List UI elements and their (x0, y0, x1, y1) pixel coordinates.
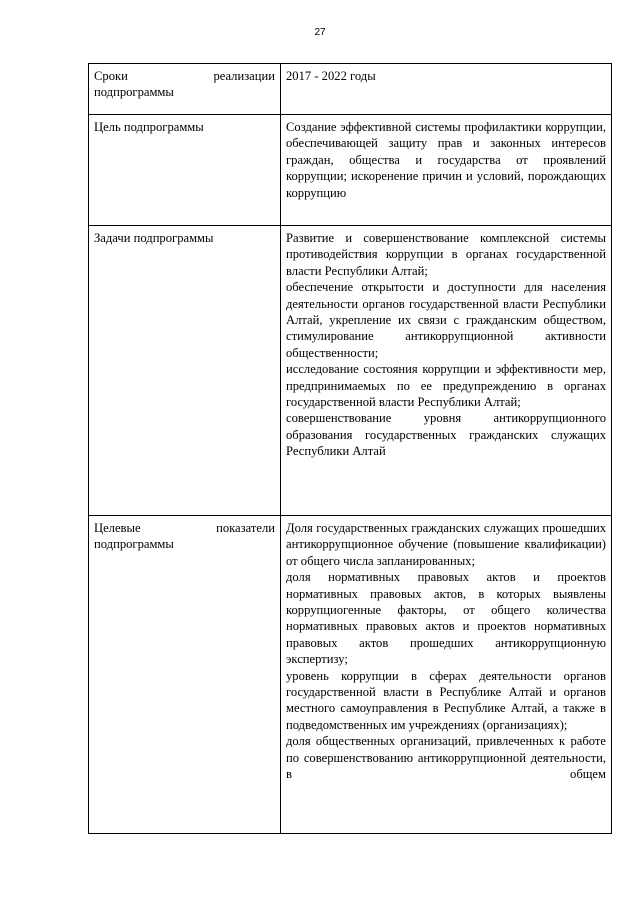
label-cell (89, 64, 281, 115)
list-item: доля нормативных правовых актов и проектов нормативных правовых актов, в которых выявлены коррупциогенные факторы, от общего количества нормативных правовых актов и проектов нормативных правовых актов прошедших антикоррупционную экспертизу; (286, 570, 606, 667)
page-number: 27 (314, 27, 326, 38)
row-label: Целевые показатели подпрограммы (94, 521, 275, 552)
row-label: Сроки реализации подпрограммы (94, 69, 275, 100)
list-item: доля общественных организаций, привлеченных к работе по совершенствованию антикоррупционной деятельности, в общем (286, 734, 606, 782)
label-cell (89, 115, 281, 226)
value-cell (281, 115, 612, 226)
row-label: Цель подпрограммы (94, 120, 204, 134)
row-value: 2017 - 2022 годы (286, 69, 376, 83)
table-row-deadline (89, 64, 612, 115)
row-value: Создание эффективной системы профилактики коррупции, обеспечивающей защиту прав и законных интересов граждан, общества и государства от проявлений коррупции; искоренение причин и условий, порождающих коррупцию (286, 120, 606, 200)
value-cell (281, 516, 612, 834)
list-item: Доля государственных гражданских служащих прошедших антикоррупционное обучение (повышение квалификации) от общего числа запланированных; (286, 521, 606, 568)
label-cell (89, 516, 281, 834)
label-cell (89, 226, 281, 516)
subprogram-passport-table (88, 63, 612, 834)
table-row-tasks (89, 226, 612, 516)
value-cell (281, 226, 612, 516)
list-item: совершенствование уровня антикоррупционного образования государственных гражданских служащих Республики Алтай (286, 411, 606, 459)
row-label: Задачи подпрограммы (94, 231, 214, 245)
list-item: исследование состояния коррупции и эффективности мер, предпринимаемых по ее предупреждению в органах государственной власти Республики Алтай; (286, 362, 606, 410)
list-item: уровень коррупции в сферах деятельности органов государственной власти в Республике Алтай и органов местного самоуправления в Республике Алтай, а также в подведомственных им учреждениях (организациях); (286, 668, 606, 732)
table-row-goal (89, 115, 612, 226)
list-item: обеспечение открытости и доступности для населения деятельности органов государственной власти Республики Алтай, укрепление их связи с гражданским обществом, стимулирование антикоррупционной активности общественности; (286, 280, 606, 360)
value-cell (281, 64, 612, 115)
list-item: Развитие и совершенствование комплексной системы противодействия коррупции в органах государственной власти Республики Алтай; (286, 231, 606, 278)
table-row-indicators (89, 516, 612, 834)
